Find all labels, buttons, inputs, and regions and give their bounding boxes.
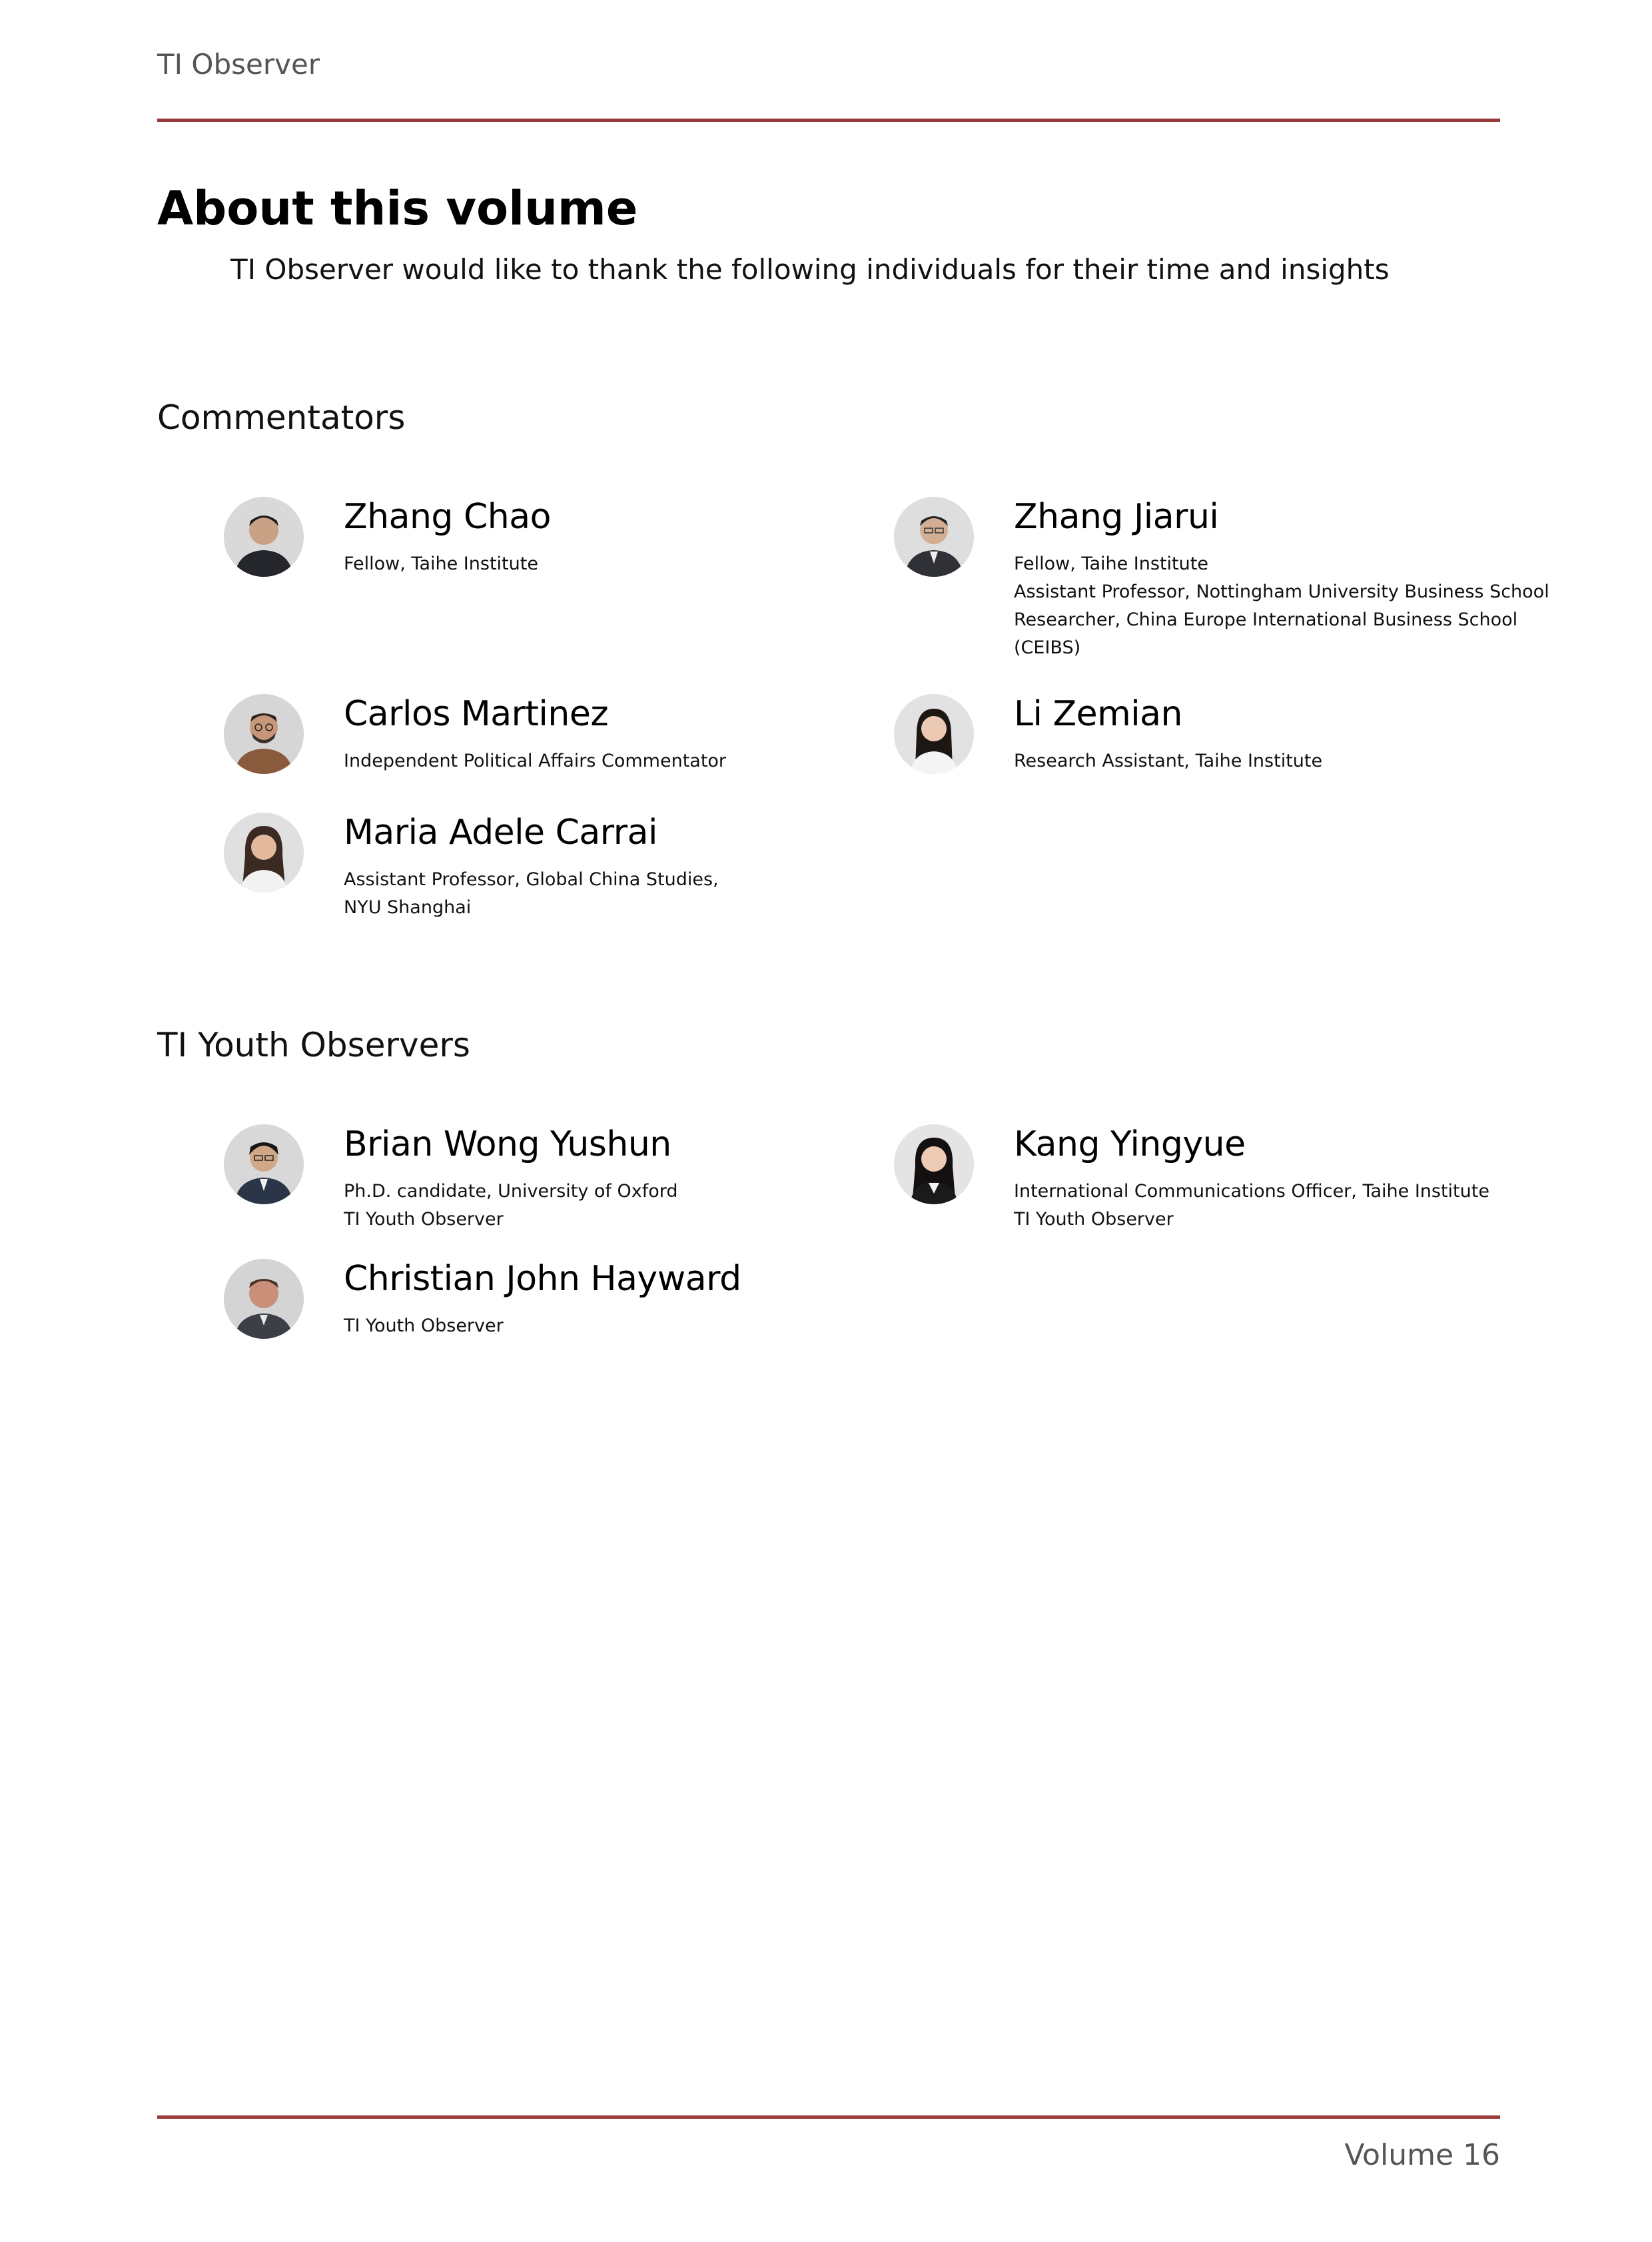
person-affiliations (344, 1178, 678, 1234)
person-name: Christian John Hayward (344, 1259, 741, 1299)
affiliation-line: Independent Political Affairs Commentator (344, 751, 727, 771)
portrait-photo (894, 1124, 974, 1204)
affiliation-line: Fellow, Taihe Institute (1014, 554, 1208, 574)
affiliation-line: Assistant Professor, Nottingham University Business School (1014, 581, 1549, 602)
affiliation-line: Research Assistant, Taihe Institute (1014, 751, 1323, 771)
person-affiliations (1014, 747, 1322, 775)
affiliation-line: Ph.D. candidate, University of Oxford (344, 1181, 678, 1202)
affiliation-line: (CEIBS) (1014, 637, 1081, 658)
page-title: About this volume (157, 181, 638, 236)
person-name: Zhang Chao (344, 497, 551, 537)
person-name: Carlos Martinez (344, 694, 609, 734)
affiliation-line: TI Youth Observer (344, 1315, 504, 1336)
header-rule (157, 119, 1500, 122)
volume-number: Volume 16 (1344, 2138, 1500, 2172)
person-affiliations (344, 1312, 504, 1340)
portrait-photo (224, 813, 304, 893)
portrait-photo (894, 694, 974, 774)
affiliation-line: Assistant Professor, Global China Studies, (344, 869, 719, 890)
footer-rule (157, 2115, 1500, 2119)
person-name: Kang Yingyue (1014, 1124, 1246, 1164)
running-header-title: TI Observer (157, 48, 320, 81)
person-name: Zhang Jiarui (1014, 497, 1219, 537)
affiliation-line: TI Youth Observer (344, 1209, 504, 1230)
person-affiliations (344, 747, 726, 775)
portrait-photo (224, 1259, 304, 1339)
person-name: Li Zemian (1014, 694, 1182, 734)
affiliation-line: Fellow, Taihe Institute (344, 554, 538, 574)
affiliation-line: Researcher, China Europe International Business School (1014, 609, 1518, 630)
person-affiliations (1014, 550, 1549, 662)
section-title-youth-observers: TI Youth Observers (157, 1026, 470, 1064)
affiliation-line: International Communications Officer, Taihe Institute (1014, 1181, 1489, 1202)
person-affiliations (1014, 1178, 1489, 1234)
person-name: Brian Wong Yushun (344, 1124, 671, 1164)
person-affiliations (344, 866, 719, 922)
section-title-commentators: Commentators (157, 398, 406, 437)
affiliation-line: TI Youth Observer (1014, 1209, 1174, 1230)
intro-text: TI Observer would like to thank the following individuals for their time and insights (230, 253, 1390, 286)
portrait-photo (224, 694, 304, 774)
portrait-photo (224, 1124, 304, 1204)
person-affiliations (344, 550, 538, 578)
portrait-photo (224, 497, 304, 577)
person-name: Maria Adele Carrai (344, 813, 657, 853)
affiliation-line: NYU Shanghai (344, 897, 472, 918)
portrait-photo (894, 497, 974, 577)
